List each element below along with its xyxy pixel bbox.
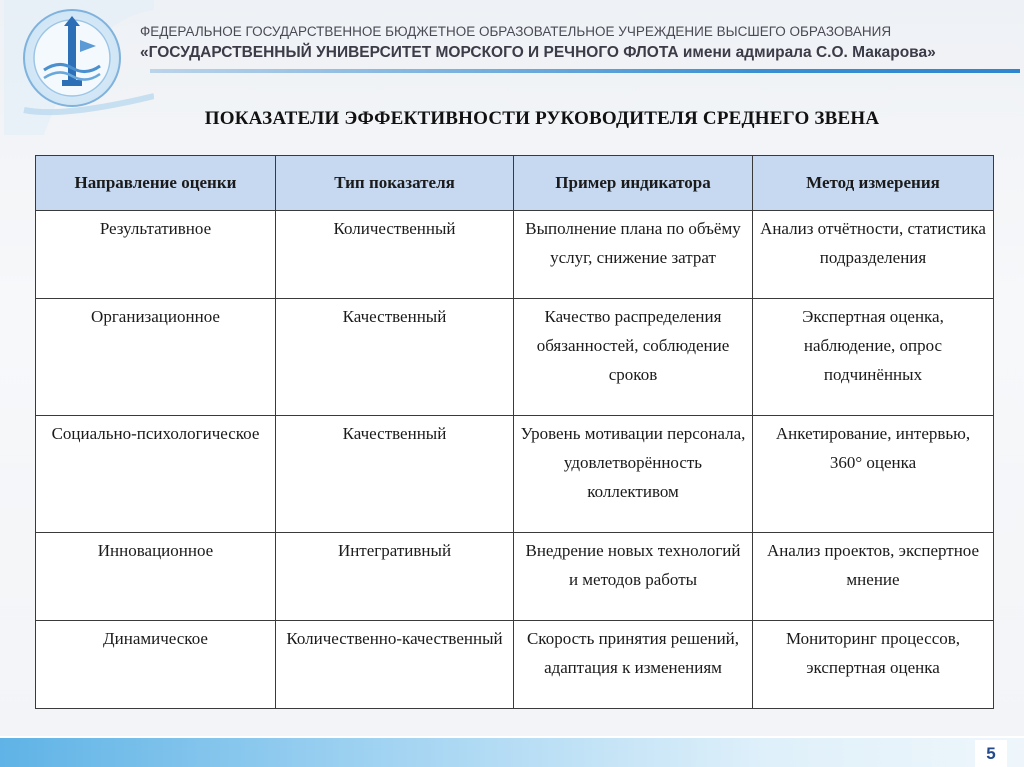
page-number: 5 xyxy=(986,744,996,763)
cell-direction: Результативное xyxy=(36,211,276,299)
cell-type: Количественный xyxy=(276,211,514,299)
table-row xyxy=(36,533,994,621)
column-header-type: Тип показателя xyxy=(276,156,514,211)
header-divider xyxy=(150,69,1020,73)
organization-line-1: ФЕДЕРАЛЬНОЕ ГОСУДАРСТВЕННОЕ БЮДЖЕТНОЕ ОБРАЗОВАТЕЛЬНОЕ УЧРЕЖДЕНИЕ ВЫСШЕГО ОБРАЗОВАНИЯ xyxy=(140,24,892,39)
column-header-method: Метод измерения xyxy=(753,156,994,211)
cell-method: Мониторинг процессов, экспертная оценка xyxy=(753,621,994,709)
cell-type: Количественно-качественный xyxy=(276,621,514,709)
cell-direction: Инновационное xyxy=(36,533,276,621)
column-header-example: Пример индикатора xyxy=(514,156,753,211)
cell-example: Внедрение новых технологий и методов работы xyxy=(514,533,753,621)
cell-example: Выполнение плана по объёму услуг, снижение затрат xyxy=(514,211,753,299)
cell-direction: Организационное xyxy=(36,299,276,416)
cell-example: Уровень мотивации персонала, удовлетворённость коллективом xyxy=(514,416,753,533)
footer-band xyxy=(0,738,1024,767)
cell-type: Качественный xyxy=(276,416,514,533)
cell-type: Интегративный xyxy=(276,533,514,621)
column-header-direction: Направление оценки xyxy=(36,156,276,211)
organization-line-2: «ГОСУДАРСТВЕННЫЙ УНИВЕРСИТЕТ МОРСКОГО И РЕЧНОГО ФЛОТА имени адмирала С.О. Макарова» xyxy=(140,44,936,61)
table-row xyxy=(36,416,994,533)
table-row xyxy=(36,211,994,299)
cell-example: Качество распределения обязанностей, соблюдение сроков xyxy=(514,299,753,416)
cell-method: Анализ проектов, экспертное мнение xyxy=(753,533,994,621)
cell-type: Качественный xyxy=(276,299,514,416)
slide-title: ПОКАЗАТЕЛИ ЭФФЕКТИВНОСТИ РУКОВОДИТЕЛЯ СРЕДНЕГО ЗВЕНА xyxy=(204,108,880,129)
cell-method: Анкетирование, интервью, 360° оценка xyxy=(753,416,994,533)
table-header-row xyxy=(36,156,994,211)
table-row xyxy=(36,621,994,709)
indicators-table xyxy=(35,155,994,709)
cell-method: Анализ отчётности, статистика подразделения xyxy=(753,211,994,299)
cell-example: Скорость принятия решений, адаптация к изменениям xyxy=(514,621,753,709)
table-row xyxy=(36,299,994,416)
cell-direction: Социально-психологическое xyxy=(36,416,276,533)
cell-method: Экспертная оценка, наблюдение, опрос подчинённых xyxy=(753,299,994,416)
cell-direction: Динамическое xyxy=(36,621,276,709)
